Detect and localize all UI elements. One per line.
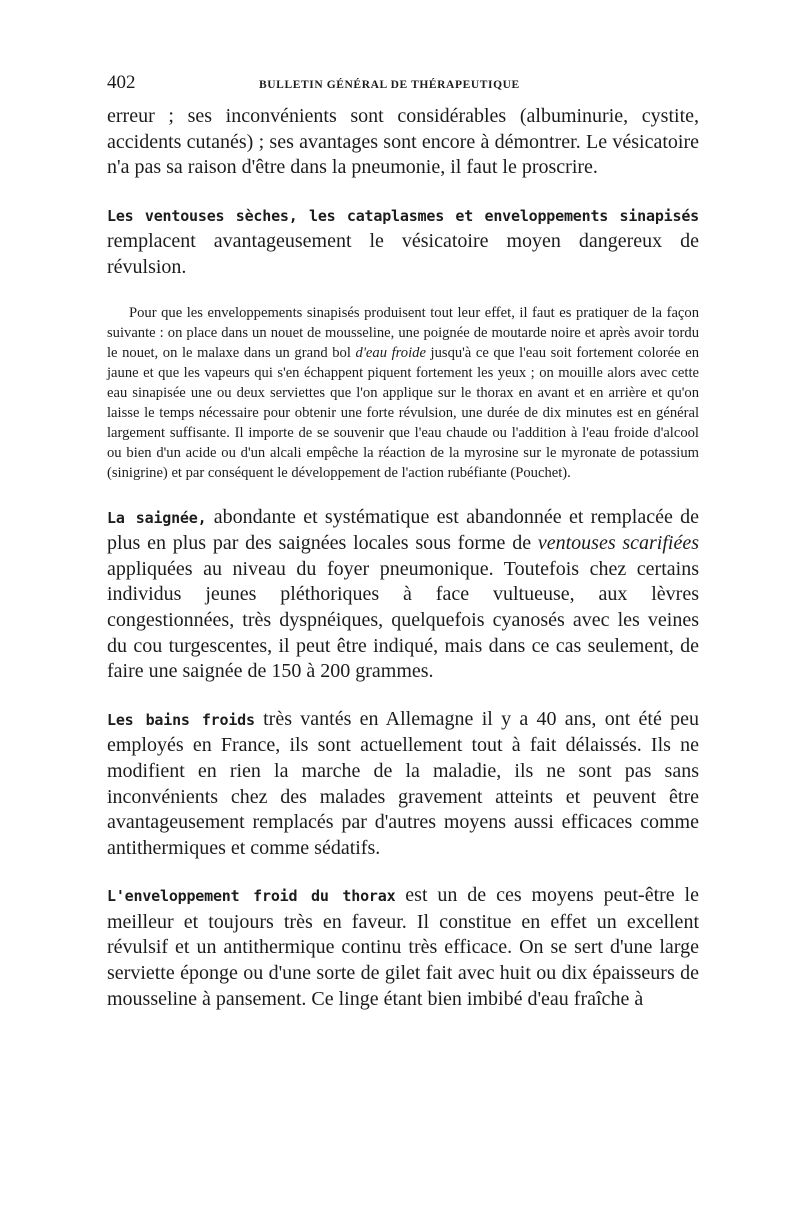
- paragraph-enveloppements-sinapises: [107, 303, 699, 483]
- paragraph-text-b: appliquées au niveau du foyer pneumonique. Toutefois chez certains individus jeunes pléthoriques à face vultueuse, aux lèvres congestionnées, très dyspnéiques, quelquefois cyanosés avec les veines du cou turgescentes, il peut être indiqué, mais dans ce cas seulement, de faire une saignée de 150 à 200 grammes.: [107, 557, 699, 683]
- paragraph-text: remplacent avantageusement le vésicatoire moyen dangereux de révulsion.: [107, 230, 699, 278]
- paragraph-vesicatoire-conclusion: [107, 104, 699, 181]
- paragraph-text: erreur ; ses inconvénients sont considérables (albuminurie, cystite, accidents cutanés) ; ses avantages sont encore à démontrer. Le vésicatoire n'a pas sa raison d'être dans la pneumonie, il faut le proscrire.: [107, 105, 699, 179]
- paragraph-text-a: Pour que les enveloppements sinapisés produisent tout leur effet, il faut es pratiquer de la façon suivante : on place dans un nouet de mousseline, une poignée de moutarde noire et après avoir tordu le nouet, on le malaxe dans un grand bol: [107, 304, 699, 361]
- paragraph-lead: Les bains froids: [107, 710, 255, 729]
- page-number: 402: [107, 72, 136, 93]
- paragraph-text: est un de ces moyens peut-être le meilleur et toujours très en faveur. Il constitue en effet un excellent révulsif et un antithermique continu très efficace. On se sert d'une large serviette éponge ou d'une sorte de gilet fait avec huit ou dix épaisseurs de mousseline à pansement. Ce linge étant bien imbibé d'eau fraîche à: [107, 884, 699, 1010]
- paragraph-emphasis: ventouses scarifiées: [537, 532, 700, 555]
- paragraph-bains-froids: [107, 707, 699, 862]
- paragraph-lead: La saignée,: [107, 508, 207, 527]
- page-header: [107, 72, 699, 100]
- running-title: BULLETIN GÉNÉRAL DE THÉRAPEUTIQUE: [259, 79, 520, 91]
- document-page: [107, 72, 699, 1012]
- paragraph-ventouses: [107, 203, 699, 281]
- paragraph-text-a: abondante et systématique est abandonnée et remplacée de plus en plus par des saignées locales sous forme de: [107, 505, 699, 555]
- paragraph-text-b: jusqu'à ce que l'eau soit fortement colorée en jaune et que les vapeurs qui s'en échappent piquent fortement les yeux ; on mouille alors avec cette eau sinapisée une ou deux serviettes que l'on applique sur le thorax en avant et en arrière et qu'on laisse le temps nécessaire pour obtenir une forte révulsion, une durée de dix minutes est en général largement suffisante. Il importe de se souvenir que l'eau chaude ou l'addition à l'eau froide d'alcool ou bien d'un acide ou d'un alcali empêche la réaction de la myrosine sur le myronate de potassium (sinigrine) et par conséquent le développement de l'action rubéfiante (Pouchet).: [107, 344, 699, 481]
- paragraph-lead: Les ventouses sèches, les cataplasmes et enveloppements sinapisés: [107, 206, 699, 225]
- paragraph-saignee: [107, 505, 699, 685]
- paragraph-lead: L'enveloppement froid du thorax: [107, 887, 396, 906]
- paragraph-text: très vantés en Allemagne il y a 40 ans, ont été peu employés en France, ils sont actuellement tout à fait délaissés. Ils ne modifient en rien la marche de la maladie, ils ne sont pas sans inconvénients chez des malades gravement atteints et peuvent être avantageusement remplacés par d'autres moyens aussi efficaces comme antithermiques et comme sédatifs.: [107, 707, 699, 859]
- paragraph-enveloppement-froid: [107, 883, 699, 1012]
- paragraph-emphasis: d'eau froide: [355, 344, 426, 361]
